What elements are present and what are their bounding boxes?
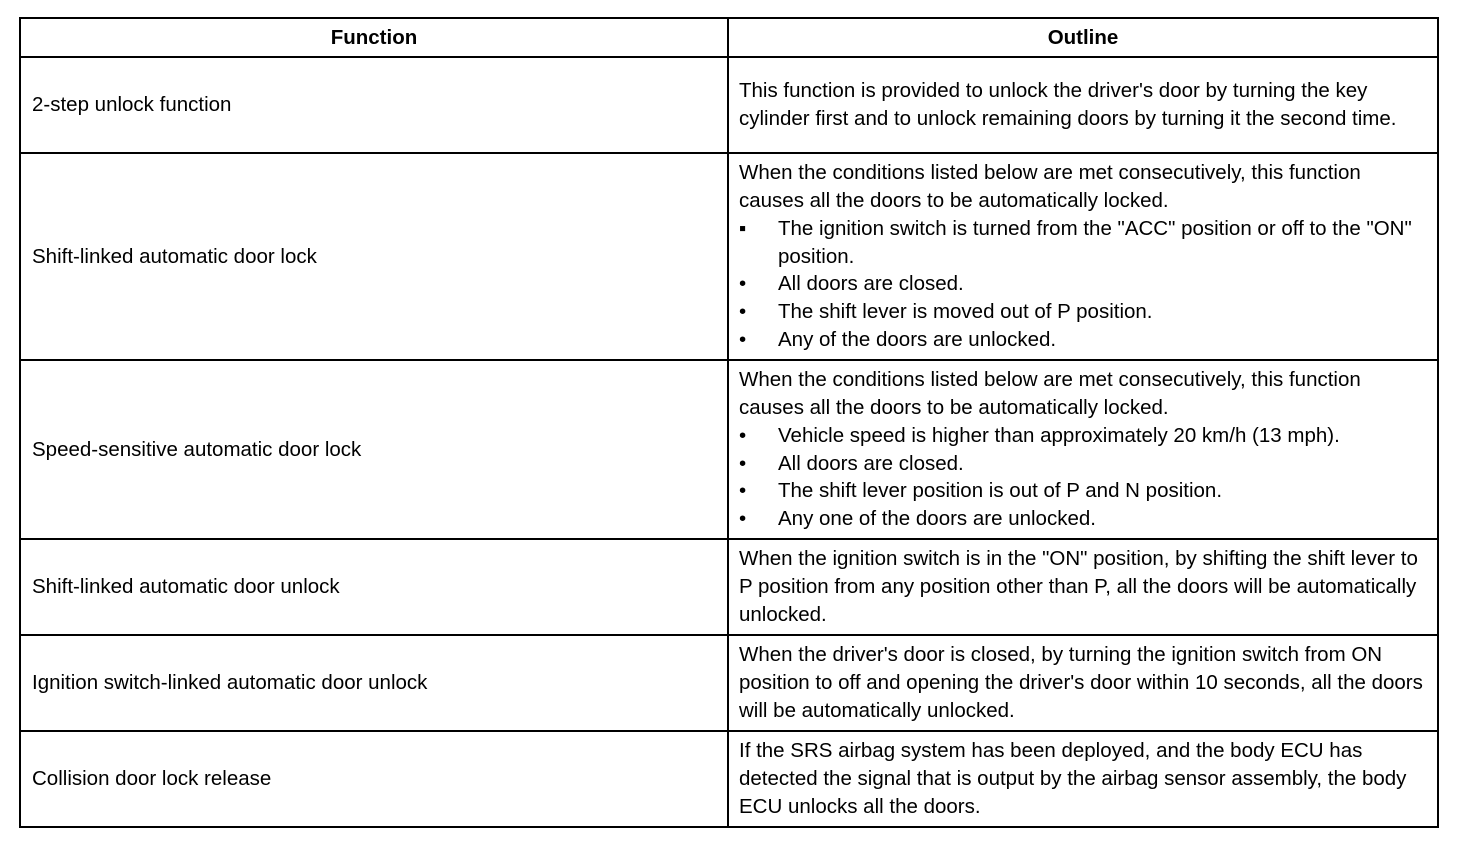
bullet-marker: ▪ — [739, 216, 747, 240]
function-cell: Collision door lock release — [20, 731, 728, 827]
outline-cell — [728, 360, 1438, 539]
condition-list — [739, 215, 1429, 354]
list-item — [739, 326, 1429, 354]
table-row — [20, 57, 1438, 153]
bullet-marker: • — [739, 507, 747, 531]
list-item — [739, 298, 1429, 326]
outline-cell: When the ignition switch is in the "ON" position, by shifting the shift lever to P position from any position other than P, all the doors will be automatically unlocked. — [728, 539, 1438, 635]
outline-cell — [728, 153, 1438, 360]
bullet-marker: • — [739, 300, 747, 324]
outline-intro: When the conditions listed below are met consecutively, this function causes all the doors to be automatically locked. — [739, 161, 1361, 212]
bullet-text: The ignition switch is turned from the "ACC" position or off to the "ON" position. — [778, 216, 1412, 268]
list-item — [739, 450, 1429, 478]
outline-cell: This function is provided to unlock the driver's door by turning the key cylinder first and to unlock remaining doors by turning it the second time. — [728, 57, 1438, 153]
bullet-text: The shift lever position is out of P and N position. — [778, 479, 1223, 503]
function-cell: Speed-sensitive automatic door lock — [20, 360, 728, 539]
function-cell: Shift-linked automatic door lock — [20, 153, 728, 360]
bullet-text: All doors are closed. — [778, 451, 964, 475]
table-row — [20, 360, 1438, 539]
list-item — [739, 215, 1429, 271]
list-item — [739, 270, 1429, 298]
bullet-marker: • — [739, 479, 747, 503]
table-row — [20, 635, 1438, 731]
bullet-marker: • — [739, 451, 747, 475]
bullet-marker: • — [739, 272, 747, 296]
list-item — [739, 422, 1429, 450]
outline-cell: When the driver's door is closed, by turning the ignition switch from ON position to off and opening the driver's door within 10 seconds, all the doors will be automatically unlocked. — [728, 635, 1438, 731]
list-item — [739, 477, 1429, 505]
bullet-text: All doors are closed. — [778, 272, 964, 296]
condition-list — [739, 422, 1429, 533]
list-item — [739, 505, 1429, 533]
function-cell: 2-step unlock function — [20, 57, 728, 153]
header-outline: Outline — [728, 18, 1438, 57]
table-row — [20, 731, 1438, 827]
function-cell: Ignition switch-linked automatic door unlock — [20, 635, 728, 731]
bullet-text: Any of the doors are unlocked. — [778, 327, 1057, 351]
function-cell: Shift-linked automatic door unlock — [20, 539, 728, 635]
bullet-text: Any one of the doors are unlocked. — [778, 507, 1096, 531]
header-row — [20, 18, 1438, 57]
bullet-text: Vehicle speed is higher than approximately 20 km/h (13 mph). — [778, 423, 1340, 447]
table-row — [20, 153, 1438, 360]
bullet-marker: • — [739, 423, 747, 447]
outline-intro: When the conditions listed below are met consecutively, this function causes all the doors to be automatically locked. — [739, 368, 1361, 419]
function-outline-table — [19, 17, 1439, 828]
header-function: Function — [20, 18, 728, 57]
bullet-marker: • — [739, 327, 747, 351]
bullet-text: The shift lever is moved out of P position. — [778, 300, 1153, 324]
table-row — [20, 539, 1438, 635]
outline-cell: If the SRS airbag system has been deployed, and the body ECU has detected the signal that is output by the airbag sensor assembly, the body ECU unlocks all the doors. — [728, 731, 1438, 827]
